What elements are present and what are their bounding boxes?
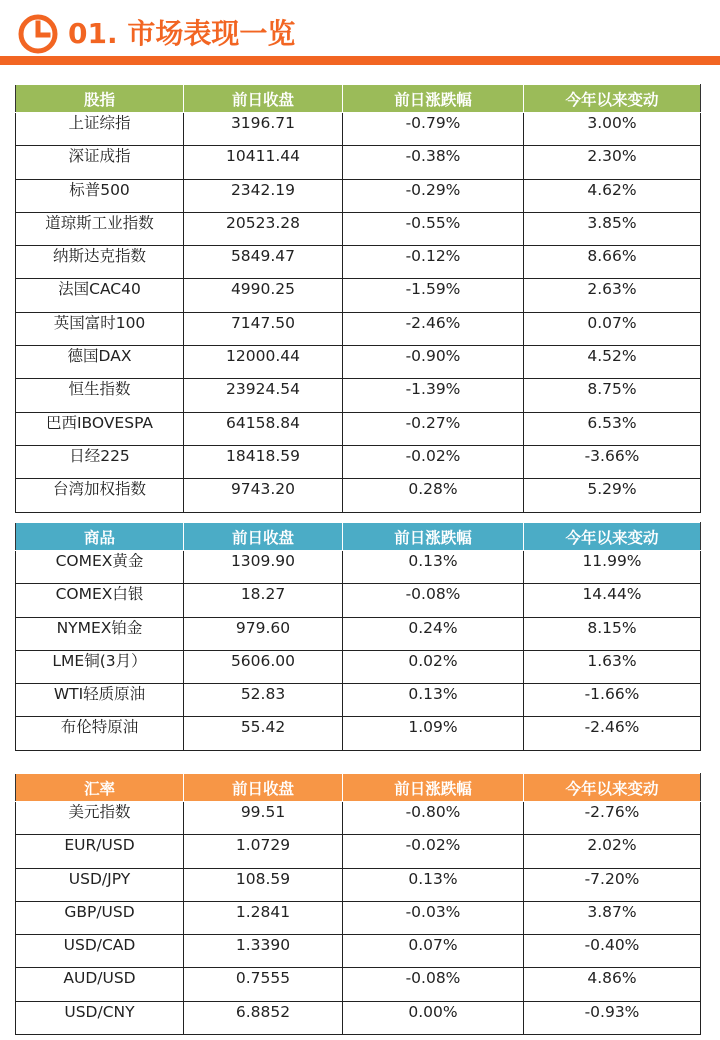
close-value: 1.2841 <box>184 901 343 934</box>
ytd-change: -2.46% <box>524 717 701 750</box>
row-name: WTI轻质原油 <box>16 684 184 717</box>
row-name: 深证成指 <box>16 146 184 179</box>
row-name: USD/JPY <box>16 868 184 901</box>
column-header: 前日收盘 <box>184 523 343 551</box>
close-value: 1.0729 <box>184 835 343 868</box>
table-header-row <box>16 774 701 802</box>
close-value: 18.27 <box>184 584 343 617</box>
daily-change: 0.13% <box>343 684 524 717</box>
page-title: 01. 市场表现一览 <box>68 17 296 50</box>
table-row <box>16 650 701 683</box>
ytd-change: 8.15% <box>524 617 701 650</box>
ytd-change: 11.99% <box>524 551 701 584</box>
row-name: 上证综指 <box>16 113 184 146</box>
daily-change: -0.27% <box>343 412 524 445</box>
row-name: EUR/USD <box>16 835 184 868</box>
ytd-change: 3.87% <box>524 901 701 934</box>
close-value: 12000.44 <box>184 346 343 379</box>
table-header-row <box>16 523 701 551</box>
table-row <box>16 1001 701 1034</box>
column-header: 前日收盘 <box>184 85 343 113</box>
close-value: 64158.84 <box>184 412 343 445</box>
commodity-table <box>15 522 701 751</box>
daily-change: 0.13% <box>343 551 524 584</box>
column-header: 前日涨跌幅 <box>343 523 524 551</box>
close-value: 18418.59 <box>184 445 343 478</box>
table-row <box>16 901 701 934</box>
table-row <box>16 551 701 584</box>
table-row <box>16 279 701 312</box>
ytd-change: 3.00% <box>524 113 701 146</box>
row-name: LME铜(3月） <box>16 650 184 683</box>
ytd-change: -7.20% <box>524 868 701 901</box>
table-row <box>16 445 701 478</box>
daily-change: 0.07% <box>343 935 524 968</box>
table-row <box>16 379 701 412</box>
ytd-change: 5.29% <box>524 479 701 512</box>
ytd-change: 4.62% <box>524 179 701 212</box>
ytd-change: -1.66% <box>524 684 701 717</box>
close-value: 3196.71 <box>184 113 343 146</box>
close-value: 4990.25 <box>184 279 343 312</box>
daily-change: -0.80% <box>343 802 524 835</box>
row-name: 巴西IBOVESPA <box>16 412 184 445</box>
table-row <box>16 412 701 445</box>
column-header: 前日涨跌幅 <box>343 774 524 802</box>
close-value: 2342.19 <box>184 179 343 212</box>
table-row <box>16 212 701 245</box>
daily-change: -0.79% <box>343 113 524 146</box>
close-value: 55.42 <box>184 717 343 750</box>
row-name: USD/CNY <box>16 1001 184 1034</box>
ytd-change: 8.66% <box>524 246 701 279</box>
page-header <box>0 0 720 66</box>
ytd-change: -3.66% <box>524 445 701 478</box>
table-row <box>16 479 701 512</box>
ytd-change: 2.30% <box>524 146 701 179</box>
daily-change: -0.02% <box>343 445 524 478</box>
ytd-change: 3.85% <box>524 212 701 245</box>
daily-change: -0.08% <box>343 584 524 617</box>
ytd-change: -0.40% <box>524 935 701 968</box>
column-header: 今年以来变动 <box>524 85 701 113</box>
close-value: 5606.00 <box>184 650 343 683</box>
table-row <box>16 684 701 717</box>
row-name: COMEX黄金 <box>16 551 184 584</box>
table-row <box>16 835 701 868</box>
column-header: 商品 <box>16 523 184 551</box>
ytd-change: 4.86% <box>524 968 701 1001</box>
row-name: 英国富时100 <box>16 312 184 345</box>
ytd-change: 0.07% <box>524 312 701 345</box>
close-value: 6.8852 <box>184 1001 343 1034</box>
daily-change: -0.02% <box>343 835 524 868</box>
close-value: 9743.20 <box>184 479 343 512</box>
row-name: 道琼斯工业指数 <box>16 212 184 245</box>
daily-change: -0.90% <box>343 346 524 379</box>
daily-change: 1.09% <box>343 717 524 750</box>
table-row <box>16 312 701 345</box>
table-row <box>16 179 701 212</box>
table-row <box>16 868 701 901</box>
daily-change: -0.38% <box>343 146 524 179</box>
table-row <box>16 802 701 835</box>
row-name: USD/CAD <box>16 935 184 968</box>
close-value: 979.60 <box>184 617 343 650</box>
row-name: NYMEX铂金 <box>16 617 184 650</box>
row-name: 日经225 <box>16 445 184 478</box>
row-name: GBP/USD <box>16 901 184 934</box>
ytd-change: 8.75% <box>524 379 701 412</box>
daily-change: 0.28% <box>343 479 524 512</box>
daily-change: -2.46% <box>343 312 524 345</box>
close-value: 0.7555 <box>184 968 343 1001</box>
row-name: 布伦特原油 <box>16 717 184 750</box>
daily-change: 0.13% <box>343 868 524 901</box>
row-name: 法国CAC40 <box>16 279 184 312</box>
daily-change: -1.59% <box>343 279 524 312</box>
table-row <box>16 968 701 1001</box>
row-name: 美元指数 <box>16 802 184 835</box>
close-value: 10411.44 <box>184 146 343 179</box>
table-header-row <box>16 85 701 113</box>
row-name: COMEX白银 <box>16 584 184 617</box>
exchange-rate-table <box>15 773 701 1035</box>
close-value: 52.83 <box>184 684 343 717</box>
daily-change: -0.55% <box>343 212 524 245</box>
ytd-change: 1.63% <box>524 650 701 683</box>
ytd-change: 4.52% <box>524 346 701 379</box>
row-name: 德国DAX <box>16 346 184 379</box>
table-row <box>16 246 701 279</box>
clock-icon <box>17 13 59 55</box>
stock-index-table <box>15 84 701 513</box>
column-header: 股指 <box>16 85 184 113</box>
table-row <box>16 584 701 617</box>
close-value: 20523.28 <box>184 212 343 245</box>
daily-change: -0.12% <box>343 246 524 279</box>
table-row <box>16 346 701 379</box>
column-header: 汇率 <box>16 774 184 802</box>
daily-change: 0.00% <box>343 1001 524 1034</box>
close-value: 1.3390 <box>184 935 343 968</box>
close-value: 23924.54 <box>184 379 343 412</box>
row-name: 纳斯达克指数 <box>16 246 184 279</box>
column-header: 前日涨跌幅 <box>343 85 524 113</box>
table-row <box>16 113 701 146</box>
row-name: 标普500 <box>16 179 184 212</box>
close-value: 1309.90 <box>184 551 343 584</box>
row-name: AUD/USD <box>16 968 184 1001</box>
header-divider <box>0 56 720 65</box>
daily-change: -0.08% <box>343 968 524 1001</box>
column-header: 今年以来变动 <box>524 523 701 551</box>
daily-change: -0.03% <box>343 901 524 934</box>
row-name: 恒生指数 <box>16 379 184 412</box>
close-value: 99.51 <box>184 802 343 835</box>
daily-change: -0.29% <box>343 179 524 212</box>
ytd-change: -2.76% <box>524 802 701 835</box>
ytd-change: 14.44% <box>524 584 701 617</box>
daily-change: 0.24% <box>343 617 524 650</box>
ytd-change: 2.63% <box>524 279 701 312</box>
column-header: 今年以来变动 <box>524 774 701 802</box>
column-header: 前日收盘 <box>184 774 343 802</box>
ytd-change: -0.93% <box>524 1001 701 1034</box>
daily-change: -1.39% <box>343 379 524 412</box>
table-row <box>16 717 701 750</box>
table-row <box>16 617 701 650</box>
table-row <box>16 935 701 968</box>
close-value: 5849.47 <box>184 246 343 279</box>
row-name: 台湾加权指数 <box>16 479 184 512</box>
close-value: 7147.50 <box>184 312 343 345</box>
daily-change: 0.02% <box>343 650 524 683</box>
close-value: 108.59 <box>184 868 343 901</box>
table-row <box>16 146 701 179</box>
ytd-change: 2.02% <box>524 835 701 868</box>
ytd-change: 6.53% <box>524 412 701 445</box>
